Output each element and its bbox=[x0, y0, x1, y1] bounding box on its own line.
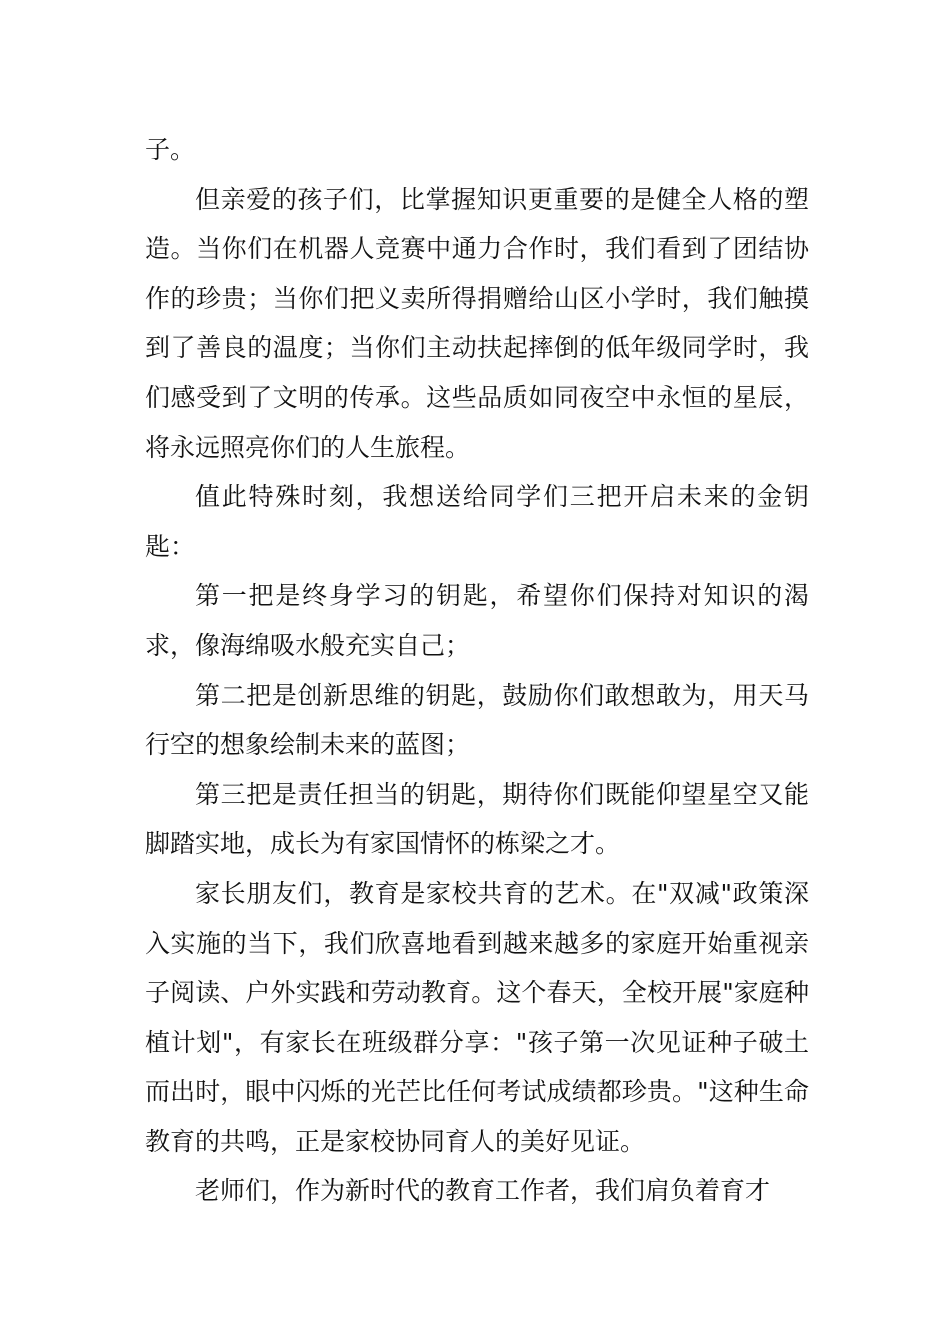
paragraph-2: 但亲爱的孩子们，比掌握知识更重要的是健全人格的塑造。当你们在机器人竞赛中通力合作时，我们看到了团结协作的珍贵；当你们把义卖所得捐赠给山区小学时，我们触摸到了善良的温度；当你们主动扶起摔倒的低年级同学时，我们感受到了文明的传承。这些品质如同夜空中永恒的星辰，将永远照亮你们的人生旅程。 bbox=[145, 184, 809, 462]
paragraph-5: 第二把是创新思维的钥匙，鼓励你们敢想敢为，用天马行空的想象绘制未来的蓝图； bbox=[145, 680, 809, 760]
document-body bbox=[145, 125, 809, 1216]
paragraph-7: 家长朋友们，教育是家校共育的艺术。在"双减"政策深入实施的当下，我们欣喜地看到越来越多的家庭开始重视亲子阅读、户外实践和劳动教育。这个春天，全校开展"家庭种植计划"，有家长在班级群分享："孩子第一次见证种子破土而出时，眼中闪烁的光芒比任何考试成绩都珍贵。"这种生命教育的共鸣，正是家校协同育人的美好见证。 bbox=[145, 878, 809, 1156]
paragraph-3: 值此特殊时刻，我想送给同学们三把开启未来的金钥匙： bbox=[145, 482, 809, 561]
paragraph-8: 老师们，作为新时代的教育工作者，我们肩负着育才 bbox=[195, 1176, 771, 1206]
paragraph-1: 子。 bbox=[145, 135, 196, 164]
paragraph-4: 第一把是终身学习的钥匙，希望你们保持对知识的渴求，像海绵吸水般充实自己； bbox=[145, 581, 809, 660]
paragraph-6: 第三把是责任担当的钥匙，期待你们既能仰望星空又能脚踏实地，成长为有家国情怀的栋梁之才。 bbox=[145, 779, 809, 859]
